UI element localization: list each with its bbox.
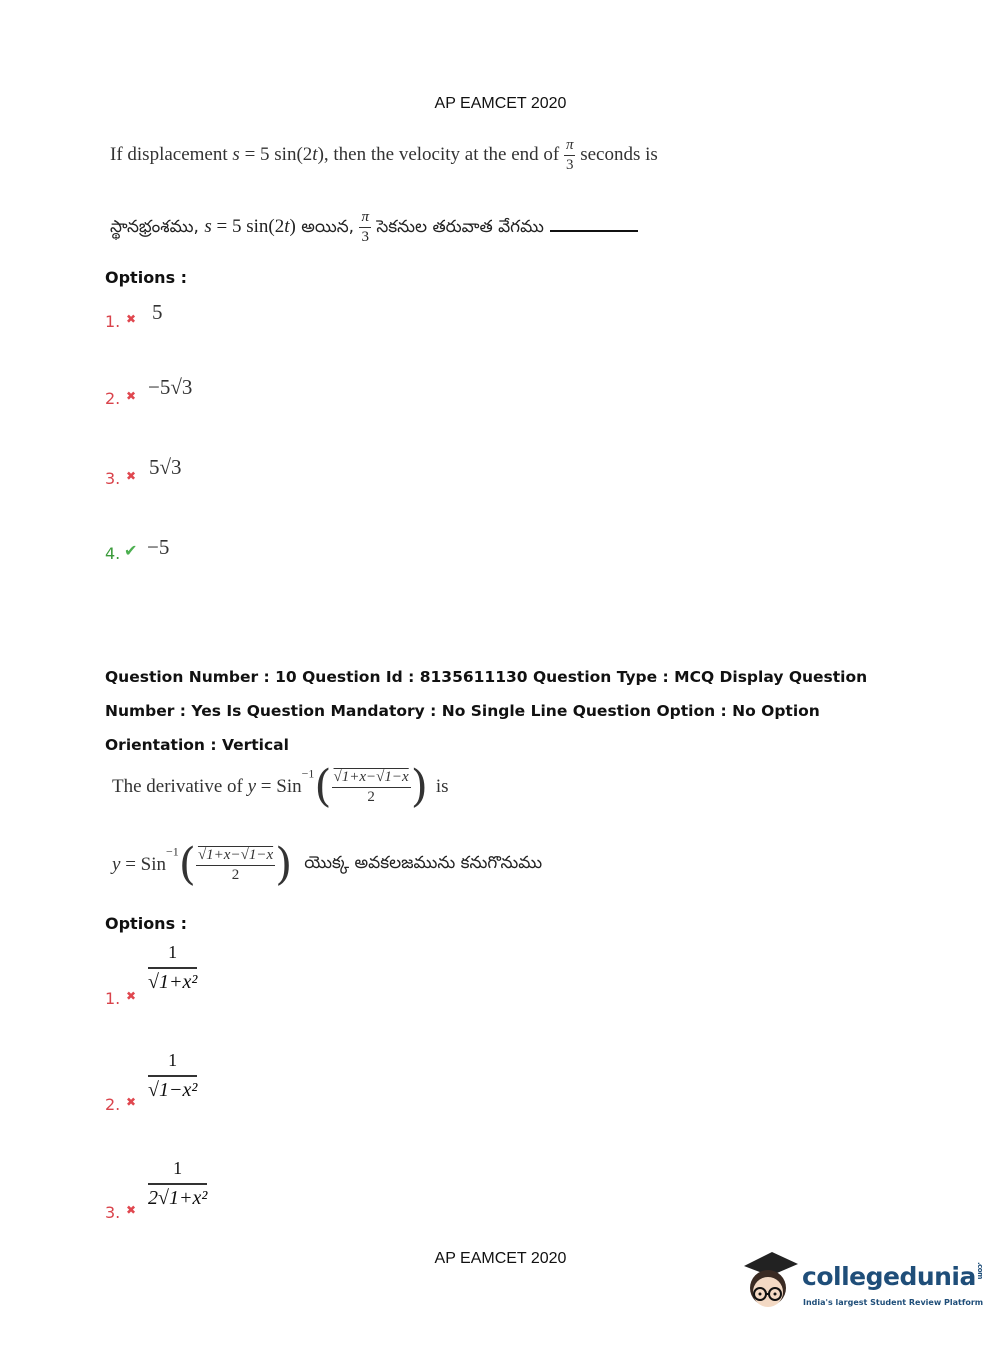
q10-option-1-fraction <box>148 942 197 994</box>
q10-te-fraction <box>196 848 275 883</box>
q10-option-2-fraction <box>148 1050 197 1102</box>
cross-icon: ✖ <box>126 312 137 326</box>
q9-option-2-number: 2. <box>105 389 121 408</box>
q10-en-suffix: is <box>435 776 449 797</box>
q10-te-frac-den: 2 <box>231 866 240 883</box>
logo-suffix: .com <box>975 1262 984 1279</box>
logo-name: collegedunia <box>802 1262 976 1291</box>
q9-options-label: Options : <box>105 268 188 287</box>
q10-en-prefix: The derivative of <box>112 776 248 797</box>
q10-frac-num: √1+x−√1−x <box>332 770 411 788</box>
q9-te-fraction <box>359 210 371 245</box>
q10-option-2-number: 2. <box>105 1095 121 1114</box>
q10-option-3-num: 1 <box>173 1158 183 1178</box>
q10-option-1-number: 1. <box>105 989 121 1008</box>
question-10-meta <box>105 660 867 762</box>
q9-var-t: t <box>312 143 318 165</box>
q10-options-label: Options : <box>105 914 188 933</box>
q9-te-mid: అయిన, <box>295 216 360 237</box>
check-icon: ✔ <box>124 543 138 560</box>
q9-var-s: s <box>232 143 240 165</box>
q10-option-2-den: √1−x² <box>148 1075 197 1102</box>
page-header: AP EAMCET 2020 <box>434 95 567 112</box>
q9-te-var-t: t <box>284 215 290 237</box>
q9-frac-num: π <box>564 138 576 156</box>
q9-te-prefix: స్థానభ్రంశము, <box>110 216 205 237</box>
q10-option-2-num: 1 <box>168 1050 178 1070</box>
q9-te-suffix: సెకనుల తరువాత వేగము <box>370 216 544 237</box>
cross-icon: ✖ <box>126 469 137 483</box>
q9-option-1-value: 5 <box>152 300 163 324</box>
mascot-icon <box>740 1248 800 1314</box>
cross-icon: ✖ <box>126 1095 137 1109</box>
q9-en-prefix: If displacement <box>110 143 233 165</box>
question-10-telugu: y = Sin$^{-1}$( $\frac{√1+x-√1-x}{2}$ ) యొక్క అవకలజమును కనుగొనుము <box>112 839 543 890</box>
question-9-telugu: స్థానభ్రంశము, s = 5 sin(2t) అయిన, $\frac{\pi}{3}$ సెకనుల తరువాత వేగము <box>110 210 638 245</box>
q10-fraction <box>332 770 411 805</box>
cross-icon: ✖ <box>126 389 137 403</box>
q10-te-frac-num: √1+x−√1−x <box>196 848 275 866</box>
q9-option-3-value: 5√3 <box>149 455 182 479</box>
q10-option-3-fraction <box>148 1158 207 1210</box>
q10-sup: −1 <box>301 766 315 781</box>
cross-icon: ✖ <box>126 1203 137 1217</box>
q10-option-1-den: √1+x² <box>148 967 197 994</box>
q9-option-4-number: 4. <box>105 544 121 563</box>
q10-sin: = Sin <box>256 776 302 797</box>
q9-eq-end: ), then the velocity at the end of <box>317 143 564 165</box>
q9-option-2-value: −5√3 <box>148 375 193 399</box>
q9-te-var-s: s <box>204 215 212 237</box>
collegedunia-logo[interactable] <box>740 1248 984 1318</box>
q10-meta-line-3: Orientation : Vertical <box>105 736 289 754</box>
q9-te-eq: = 5 sin(2 <box>211 215 285 237</box>
q9-frac-den: 3 <box>565 157 574 173</box>
q10-te-var-y: y <box>112 854 121 875</box>
q10-option-3-den: 2√1+x² <box>148 1183 207 1210</box>
logo-wordmark <box>802 1262 984 1291</box>
q10-te-suffix: యొక్క అవకలజమును కనుగొనుము <box>304 853 543 873</box>
question-9-english <box>110 138 658 173</box>
q10-meta-line-2: Number : Yes Is Question Mandatory : No Single Line Question Option : No Option <box>105 702 820 720</box>
q10-meta-line-1: Question Number : 10 Question Id : 8135611130 Question Type : MCQ Display Question <box>105 668 868 686</box>
q9-en-suffix: seconds is <box>575 143 658 165</box>
q10-var-y: y <box>247 776 257 797</box>
q10-option-3-number: 3. <box>105 1203 121 1222</box>
q9-te-frac-den: 3 <box>361 229 369 245</box>
q9-fraction <box>564 138 576 173</box>
q10-frac-den: 2 <box>367 788 375 805</box>
q9-eq-mid: = 5 sin(2 <box>239 143 313 165</box>
q10-te-sup: −1 <box>166 844 179 859</box>
cross-icon: ✖ <box>126 989 137 1003</box>
q10-option-1-num: 1 <box>168 942 178 962</box>
q10-te-sin: = Sin <box>120 854 166 875</box>
question-10-english: The derivative of y = Sin$^{-1}$( $\frac{√1+x-√1-x}{2}$ ) is <box>112 761 449 812</box>
logo-tagline: India's largest Student Review Platform <box>803 1298 984 1307</box>
q9-option-1-number: 1. <box>105 312 121 331</box>
q9-option-3-number: 3. <box>105 469 121 488</box>
q9-option-4-value: −5 <box>147 535 170 559</box>
answer-blank <box>550 230 638 232</box>
q9-te-frac-num: π <box>359 210 371 228</box>
page-footer: AP EAMCET 2020 <box>434 1250 567 1267</box>
